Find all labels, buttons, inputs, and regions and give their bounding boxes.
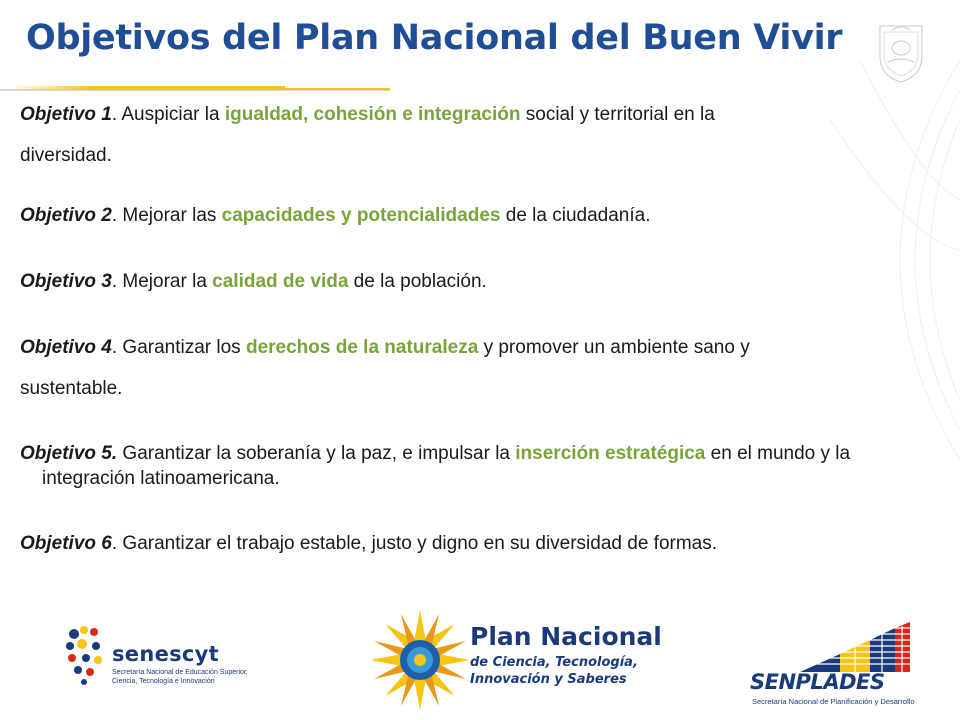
objective-4-text-pre: . Garantizar los <box>111 337 246 358</box>
objective-5 <box>20 441 945 491</box>
objective-4-label: Objetivo 4 <box>20 337 112 358</box>
plan-nacional-sun-icon <box>372 608 472 716</box>
objective-1 <box>20 102 945 127</box>
objective-1-label: Objetivo 1 <box>20 104 112 125</box>
title-accent-bar <box>10 86 285 90</box>
objective-3 <box>20 269 945 294</box>
objective-2-text-pre: . Mejorar las <box>111 205 222 226</box>
objective-2 <box>20 203 945 228</box>
objective-4-text-post: y promover un ambiente sano y <box>478 337 750 358</box>
coat-of-arms-icon <box>870 22 932 84</box>
objective-5-highlight: inserción estratégica <box>515 443 706 464</box>
objective-1-line-2: diversidad. <box>20 145 112 166</box>
plan-nacional-line-2: de Ciencia, Tecnología, <box>470 655 638 670</box>
objective-6-label: Objetivo 6 <box>20 533 112 554</box>
objective-2-highlight: capacidades y potencialidades <box>221 205 501 226</box>
objective-3-label: Objetivo 3 <box>20 271 112 292</box>
objective-1-text-pre: . Auspiciar la <box>111 104 225 125</box>
title-accent-line <box>285 88 390 90</box>
senescyt-mark-icon <box>66 626 102 685</box>
objective-2-text-post: de la ciudadanía. <box>500 205 651 226</box>
senescyt-subtitle-2: Ciencia, Tecnología e Innovación <box>112 678 215 685</box>
objective-3-text-pre: . Mejorar la <box>111 271 213 292</box>
objective-4 <box>20 335 945 360</box>
objective-5-label: Objetivo 5. <box>20 443 118 464</box>
objective-4-continuation <box>20 376 945 401</box>
plan-nacional-title: Plan Nacional <box>470 622 662 651</box>
objective-1-highlight: igualdad, cohesión e integración <box>224 104 521 125</box>
objective-5-text-pre: Garantizar la soberanía y la paz, e impulsar la <box>117 443 516 464</box>
objective-1-text-post: social y territorial en la <box>520 104 715 125</box>
objective-1-continuation <box>20 143 945 168</box>
objective-5-text-post: en el mundo y la integración latinoamericana. <box>42 443 851 489</box>
senplades-name: SENPLADES <box>750 670 885 694</box>
objective-3-highlight: calidad de vida <box>212 271 349 292</box>
objective-6 <box>20 531 945 556</box>
plan-nacional-line-3: Innovación y Saberes <box>470 672 627 687</box>
footer-logos <box>0 608 960 720</box>
objective-2-label: Objetivo 2 <box>20 205 112 226</box>
objective-4-highlight: derechos de la naturaleza <box>245 337 479 358</box>
senplades-mark-icon <box>800 622 930 672</box>
slide-title: Objetivos del Plan Nacional del Buen Vivir <box>26 18 843 58</box>
senescyt-subtitle-1: Secretaría Nacional de Educación Superior, <box>112 669 248 676</box>
senplades-subtitle: Secretaría Nacional de Planificación y Desarrollo <box>752 697 915 706</box>
objectives-list <box>20 96 945 556</box>
objective-4-line-2: sustentable. <box>20 378 123 399</box>
objective-3-text-post: de la población. <box>348 271 487 292</box>
objective-6-text: . Garantizar el trabajo estable, justo y digno en su diversidad de formas. <box>111 533 718 554</box>
senescyt-name: senescyt <box>112 642 220 666</box>
